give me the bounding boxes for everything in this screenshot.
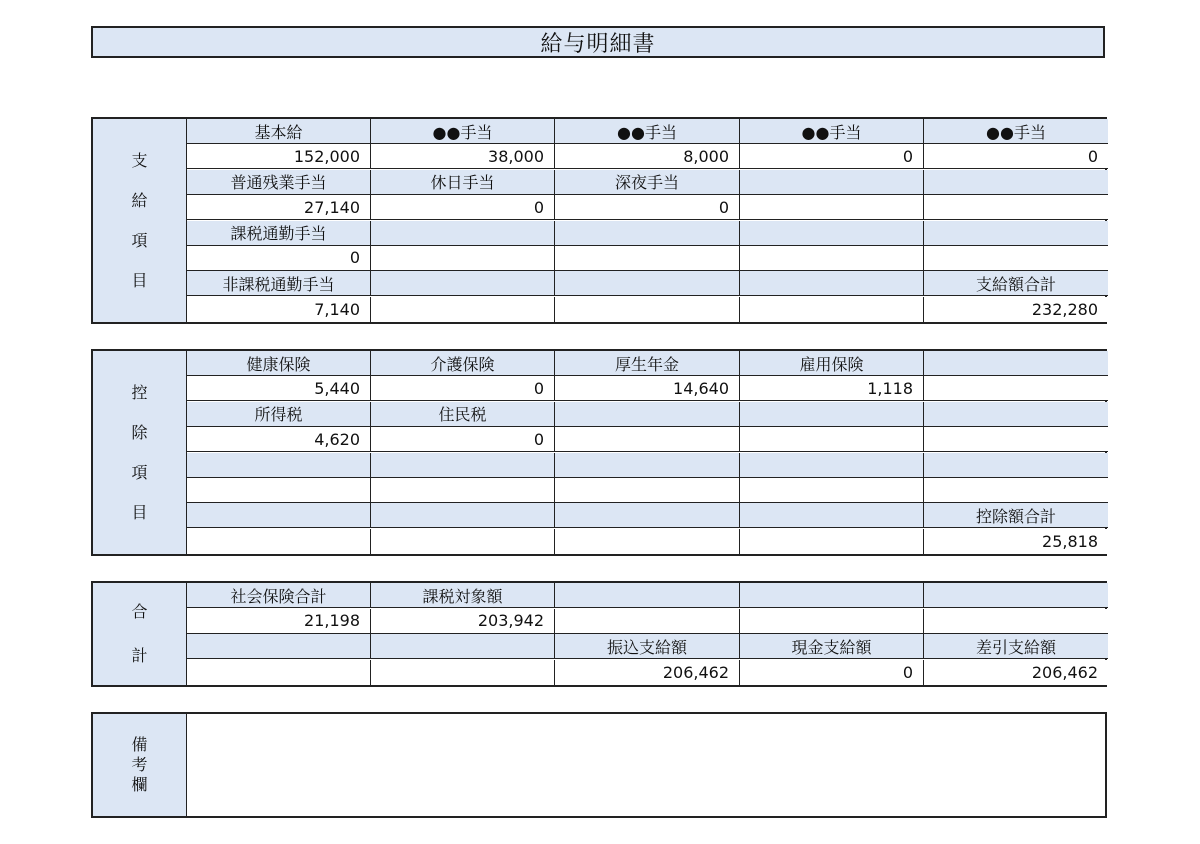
- item-value-cell[interactable]: 38,000: [371, 144, 555, 169]
- item-value-cell[interactable]: 206,462: [555, 660, 740, 685]
- item-label-cell: [740, 221, 924, 246]
- item-label-cell: 深夜手当: [555, 170, 740, 195]
- item-label-cell: [740, 402, 924, 427]
- side-char: 項: [131, 230, 148, 250]
- item-value-cell[interactable]: 4,620: [187, 427, 371, 452]
- item-value-cell[interactable]: 206,462: [924, 660, 1108, 685]
- remarks-area[interactable]: [187, 714, 1105, 816]
- payments-side-label: [93, 119, 187, 322]
- totals-grid: [187, 583, 1108, 685]
- item-label-cell: 社会保険合計: [187, 583, 371, 608]
- side-char: 考: [131, 755, 148, 774]
- item-label-cell: 所得税: [187, 402, 371, 427]
- item-value-cell[interactable]: [740, 246, 924, 271]
- item-label-cell: 基本給: [187, 119, 371, 144]
- item-value-cell[interactable]: 0: [371, 195, 555, 220]
- item-value-cell[interactable]: 0: [924, 144, 1108, 169]
- item-label-cell: [371, 453, 555, 478]
- item-label-cell: 支給額合計: [924, 271, 1108, 296]
- item-value-cell[interactable]: [555, 246, 740, 271]
- side-char: 目: [131, 270, 148, 290]
- side-char: 給: [131, 190, 148, 210]
- side-char: 計: [131, 646, 148, 665]
- item-value-cell[interactable]: 0: [555, 195, 740, 220]
- item-label-cell: [924, 170, 1108, 195]
- item-label-cell: 課税対象額: [371, 583, 555, 608]
- item-label-cell: [740, 453, 924, 478]
- item-value-cell[interactable]: [371, 297, 555, 322]
- item-label-cell: 差引支給額: [924, 634, 1108, 659]
- item-label-cell: [187, 503, 371, 528]
- item-label-cell: 振込支給額: [555, 634, 740, 659]
- item-value-cell[interactable]: 232,280: [924, 297, 1108, 322]
- item-value-cell[interactable]: [740, 609, 924, 634]
- item-value-cell[interactable]: [371, 529, 555, 554]
- item-value-cell[interactable]: [740, 195, 924, 220]
- item-label-cell: [924, 351, 1108, 376]
- item-label-cell: [555, 453, 740, 478]
- side-char: 支: [131, 150, 148, 170]
- item-value-cell[interactable]: [924, 195, 1108, 220]
- item-label-cell: [555, 271, 740, 296]
- side-char: 控: [131, 382, 148, 402]
- item-label-cell: [371, 271, 555, 296]
- item-value-cell[interactable]: 8,000: [555, 144, 740, 169]
- item-value-cell[interactable]: 1,118: [740, 376, 924, 401]
- deductions-grid: [187, 351, 1108, 554]
- item-value-cell[interactable]: [740, 427, 924, 452]
- side-char: 除: [131, 422, 148, 442]
- item-value-cell[interactable]: 0: [371, 427, 555, 452]
- deductions-section: [91, 349, 1107, 556]
- item-value-cell[interactable]: 0: [740, 660, 924, 685]
- item-label-cell: [740, 170, 924, 195]
- item-value-cell[interactable]: [555, 297, 740, 322]
- payments-section: [91, 117, 1107, 324]
- item-value-cell[interactable]: 0: [740, 144, 924, 169]
- item-value-cell[interactable]: [924, 376, 1108, 401]
- item-value-cell[interactable]: 0: [371, 376, 555, 401]
- item-label-cell: [740, 583, 924, 608]
- item-label-cell: [371, 634, 555, 659]
- item-value-cell[interactable]: 7,140: [187, 297, 371, 322]
- item-label-cell: [740, 503, 924, 528]
- item-label-cell: [924, 453, 1108, 478]
- item-value-cell[interactable]: [187, 478, 371, 503]
- item-value-cell[interactable]: [555, 478, 740, 503]
- deductions-side-label: [93, 351, 187, 554]
- item-label-cell: 非課税通勤手当: [187, 271, 371, 296]
- item-value-cell[interactable]: 25,818: [924, 529, 1108, 554]
- item-label-cell: [924, 583, 1108, 608]
- item-value-cell[interactable]: 14,640: [555, 376, 740, 401]
- totals-side-label: [93, 583, 187, 685]
- item-label-cell: [924, 221, 1108, 246]
- item-value-cell[interactable]: [371, 660, 555, 685]
- side-char: 備: [131, 735, 148, 754]
- item-value-cell[interactable]: 203,942: [371, 609, 555, 634]
- item-label-cell: 普通残業手当: [187, 170, 371, 195]
- item-label-cell: ●●手当: [924, 119, 1108, 144]
- item-label-cell: [371, 221, 555, 246]
- totals-section: [91, 581, 1107, 687]
- item-value-cell[interactable]: 5,440: [187, 376, 371, 401]
- item-label-cell: 住民税: [371, 402, 555, 427]
- item-value-cell[interactable]: [740, 529, 924, 554]
- item-label-cell: [187, 453, 371, 478]
- item-value-cell[interactable]: [555, 609, 740, 634]
- item-value-cell[interactable]: [924, 609, 1108, 634]
- item-label-cell: ●●手当: [371, 119, 555, 144]
- item-value-cell[interactable]: [924, 478, 1108, 503]
- item-label-cell: [924, 402, 1108, 427]
- item-value-cell[interactable]: [924, 427, 1108, 452]
- item-value-cell[interactable]: [371, 246, 555, 271]
- item-label-cell: 休日手当: [371, 170, 555, 195]
- payments-grid: [187, 119, 1108, 322]
- side-char: 欄: [131, 775, 148, 794]
- item-label-cell: [187, 634, 371, 659]
- remarks-side-label: [93, 714, 187, 816]
- item-label-cell: [371, 503, 555, 528]
- item-label-cell: [555, 402, 740, 427]
- item-value-cell[interactable]: 21,198: [187, 609, 371, 634]
- item-label-cell: 課税通勤手当: [187, 221, 371, 246]
- item-value-cell[interactable]: 27,140: [187, 195, 371, 220]
- item-value-cell[interactable]: 0: [187, 246, 371, 271]
- item-label-cell: 雇用保険: [740, 351, 924, 376]
- item-label-cell: ●●手当: [740, 119, 924, 144]
- item-label-cell: ●●手当: [555, 119, 740, 144]
- remarks-section: [91, 712, 1107, 818]
- item-label-cell: [555, 583, 740, 608]
- item-value-cell[interactable]: [924, 246, 1108, 271]
- item-value-cell[interactable]: [555, 529, 740, 554]
- side-char: 項: [131, 462, 148, 482]
- item-label-cell: 介護保険: [371, 351, 555, 376]
- item-label-cell: [555, 221, 740, 246]
- item-value-cell[interactable]: [187, 529, 371, 554]
- document-title: 給与明細書: [91, 26, 1105, 58]
- item-value-cell[interactable]: [740, 478, 924, 503]
- item-value-cell[interactable]: [555, 427, 740, 452]
- side-char: 合: [131, 602, 148, 621]
- item-value-cell[interactable]: 152,000: [187, 144, 371, 169]
- item-label-cell: 現金支給額: [740, 634, 924, 659]
- side-char: 目: [131, 502, 148, 522]
- item-value-cell[interactable]: [740, 297, 924, 322]
- item-label-cell: 健康保険: [187, 351, 371, 376]
- item-label-cell: 控除額合計: [924, 503, 1108, 528]
- item-value-cell[interactable]: [187, 660, 371, 685]
- item-value-cell[interactable]: [371, 478, 555, 503]
- item-label-cell: [740, 271, 924, 296]
- item-label-cell: 厚生年金: [555, 351, 740, 376]
- item-label-cell: [555, 503, 740, 528]
